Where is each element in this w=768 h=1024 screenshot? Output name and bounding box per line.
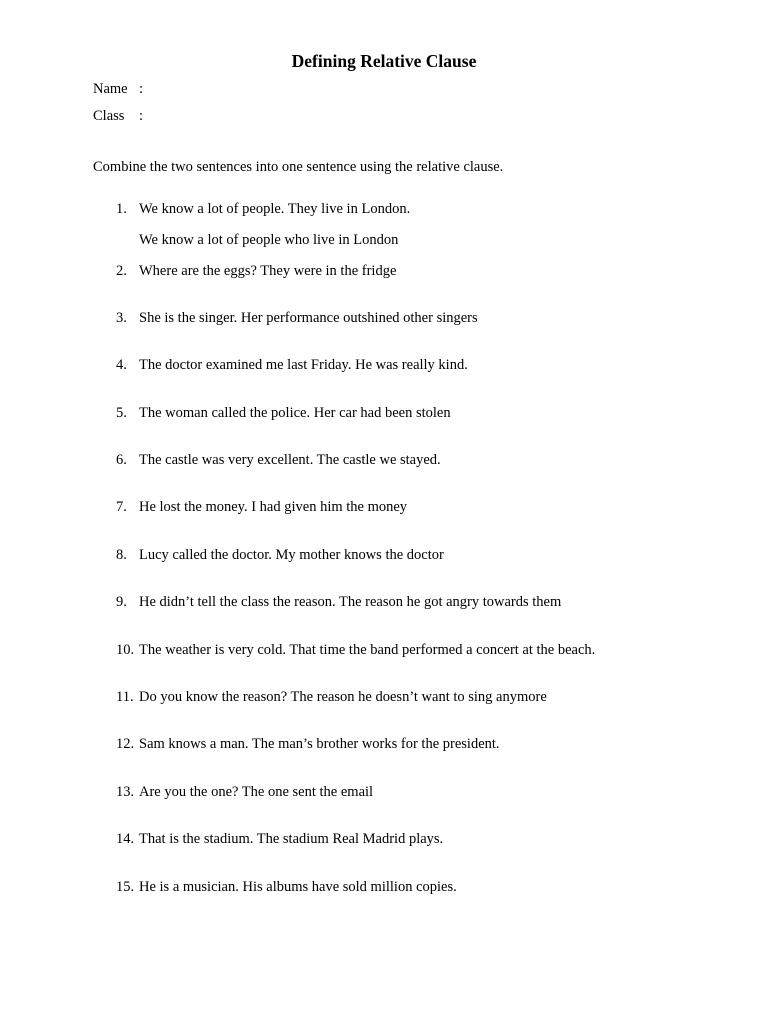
question-item <box>116 263 396 280</box>
question-text: The woman called the police. Her car had been stolen <box>139 405 451 421</box>
question-item <box>116 689 547 706</box>
question-number: 8. <box>116 547 127 563</box>
name-field <box>93 81 143 98</box>
question-item <box>116 831 443 848</box>
question-item <box>116 201 410 218</box>
question-text: Do you know the reason? The reason he doesn’t want to sing anymore <box>139 689 547 705</box>
question-text: Sam knows a man. The man’s brother works for the president. <box>139 736 500 752</box>
question-text: That is the stadium. The stadium Real Madrid plays. <box>139 831 444 847</box>
question-item <box>116 736 500 753</box>
question-number: 15. <box>116 879 135 895</box>
instruction-text: Combine the two sentences into one sentence using the relative clause. <box>93 159 504 175</box>
question-item <box>116 310 478 327</box>
question-number: 1. <box>116 201 127 217</box>
question-number: 5. <box>116 405 127 421</box>
question-text: Lucy called the doctor. My mother knows the doctor <box>139 547 444 563</box>
class-separator: : <box>139 108 144 124</box>
class-label: Class <box>93 108 125 124</box>
question-text: Are you the one? The one sent the email <box>139 784 374 800</box>
question-item <box>116 499 407 516</box>
question-item <box>116 452 441 469</box>
name-label: Name <box>93 81 128 97</box>
question-text: The weather is very cold. That time the band performed a concert at the beach. <box>139 642 596 658</box>
question-text: The doctor examined me last Friday. He was really kind. <box>139 357 468 373</box>
question-number: 3. <box>116 310 127 326</box>
question-number: 2. <box>116 263 127 279</box>
question-number: 10. <box>116 642 135 658</box>
question-text: He lost the money. I had given him the money <box>139 499 408 515</box>
question-item <box>116 357 468 374</box>
question-item <box>116 594 561 611</box>
question-number: 4. <box>116 357 127 373</box>
question-text: He is a musician. His albums have sold million copies. <box>139 879 457 895</box>
question-number: 14. <box>116 831 135 847</box>
question-item <box>116 547 444 564</box>
question-number: 6. <box>116 452 127 468</box>
question-number: 12. <box>116 736 135 752</box>
class-field <box>93 108 143 125</box>
question-text: The castle was very excellent. The castle we stayed. <box>139 452 441 468</box>
question-item <box>116 405 451 422</box>
example-answer: We know a lot of people who live in London <box>139 232 399 248</box>
question-number: 11. <box>116 689 134 705</box>
question-item <box>116 879 457 896</box>
question-text: Where are the eggs? They were in the fridge <box>139 263 397 279</box>
question-number: 7. <box>116 499 127 515</box>
page-title: Defining Relative Clause <box>291 51 477 71</box>
question-text: We know a lot of people. They live in London. <box>139 201 411 217</box>
question-item <box>116 784 373 801</box>
question-text: He didn’t tell the class the reason. The reason he got angry towards them <box>139 594 562 610</box>
question-text: She is the singer. Her performance outshined other singers <box>139 310 478 326</box>
question-item <box>116 642 595 659</box>
name-separator: : <box>139 81 144 97</box>
question-number: 9. <box>116 594 127 610</box>
question-number: 13. <box>116 784 135 800</box>
